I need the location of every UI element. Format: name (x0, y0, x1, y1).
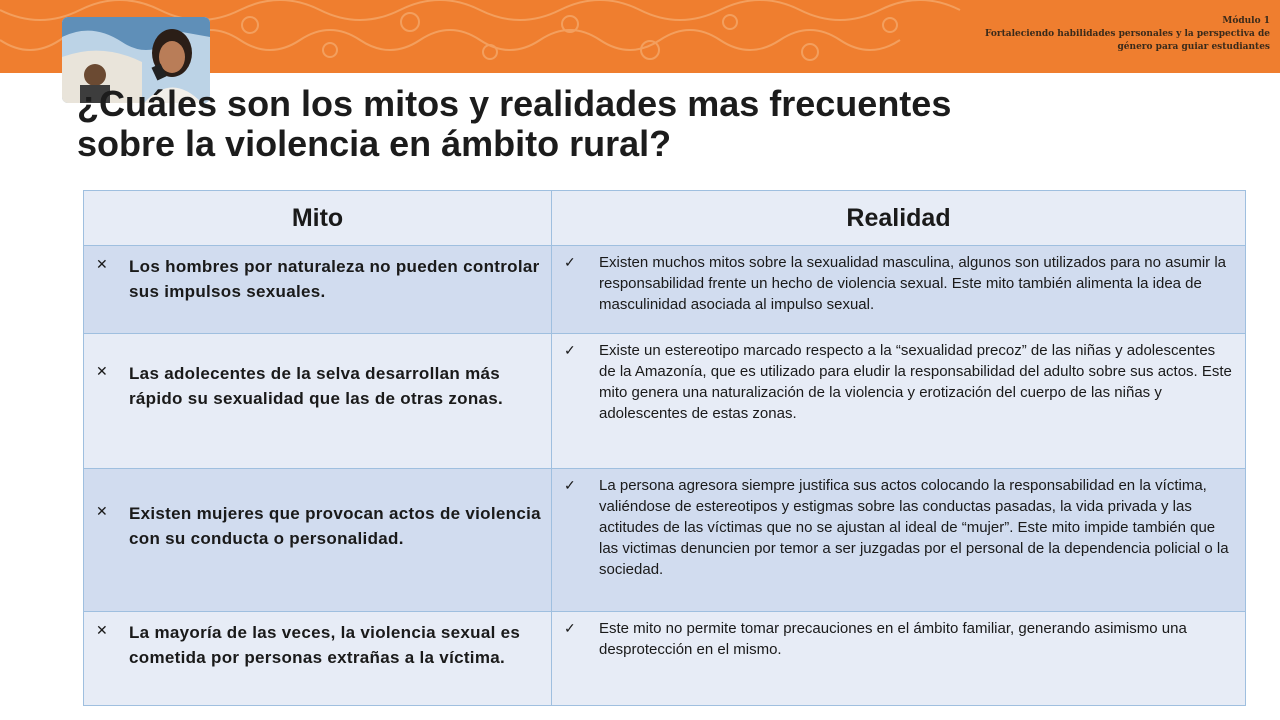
check-mark-icon: ✓ (564, 477, 576, 493)
table-header-row (84, 191, 1246, 246)
reality-cell (552, 246, 1246, 334)
module-number: Módulo 1 (1222, 16, 1270, 26)
reality-cell (552, 334, 1246, 469)
check-mark-icon: ✓ (564, 254, 576, 270)
table-row (84, 469, 1246, 612)
cross-mark-icon: ✕ (96, 503, 108, 519)
module-subtitle-line1: Fortaleciendo habilidades personales y la perspectiva de (984, 29, 1270, 39)
myth-text: La mayoría de las veces, la violencia sexual es cometida por personas extrañas a la víctima. (129, 623, 521, 667)
cross-mark-icon: ✕ (96, 363, 108, 379)
reality-text: La persona agresora siempre justifica sus actos colocando la responsabilidad en la víctima, valiéndose de estereotipos y estigmas sobre las conductas pasadas, la vida privada y las actitudes de las víctimas que no se ajustan al ideal de “mujer”. Este mito impide también que las victimas denuncien por temor a ser juzgadas por el personal de la dependencia policial o la sociedad. (599, 477, 1229, 578)
page-title (77, 84, 1197, 164)
myth-cell (84, 469, 552, 612)
myth-text: Las adolecentes de la selva desarrollan más rápido su sexualidad que las de otras zonas. (129, 364, 504, 408)
myth-cell (84, 612, 552, 706)
module-subtitle-line2: género para guiar estudiantes (1117, 42, 1270, 52)
check-mark-icon: ✓ (564, 620, 576, 636)
page-title-line1: ¿Cuáles son los mitos y realidades mas frecuentes (77, 83, 952, 124)
cross-mark-icon: ✕ (96, 622, 108, 638)
check-mark-icon: ✓ (564, 342, 576, 358)
page-title-line2: sobre la violencia en ámbito rural? (77, 123, 672, 164)
table-row (84, 612, 1246, 706)
reality-cell (552, 469, 1246, 612)
table-row (84, 334, 1246, 469)
module-info (985, 15, 1270, 54)
myth-text: Los hombres por naturaleza no pueden controlar sus impulsos sexuales. (129, 257, 540, 301)
reality-text: Existen muchos mitos sobre la sexualidad masculina, algunos son utilizados para no asumir la responsabilidad frente un hecho de violencia sexual. Este mito también alimenta la idea de masculinidad asociada al impulso sexual. (599, 254, 1226, 313)
myths-realities-table (83, 190, 1246, 706)
reality-text: Existe un estereotipo marcado respecto a la “sexualidad precoz” de las niñas y adolescentes de la Amazonía, que es utilizado para eludir la responsabilidad del adulto sobre sus actos. Este mito genera una naturalización de la violencia y erotización del cuerpo de las niñas y adolescentes de estas zonas. (599, 342, 1232, 422)
table-row (84, 246, 1246, 334)
reality-cell (552, 612, 1246, 706)
header-realidad: Realidad (552, 191, 1246, 246)
myth-text: Existen mujeres que provocan actos de violencia con su conducta o personalidad. (129, 504, 541, 548)
reality-text: Este mito no permite tomar precauciones en el ámbito familiar, generando asimismo una desprotección en el mismo. (599, 620, 1187, 658)
myth-cell (84, 246, 552, 334)
header-mito: Mito (84, 191, 552, 246)
myth-cell (84, 334, 552, 469)
cross-mark-icon: ✕ (96, 256, 108, 272)
